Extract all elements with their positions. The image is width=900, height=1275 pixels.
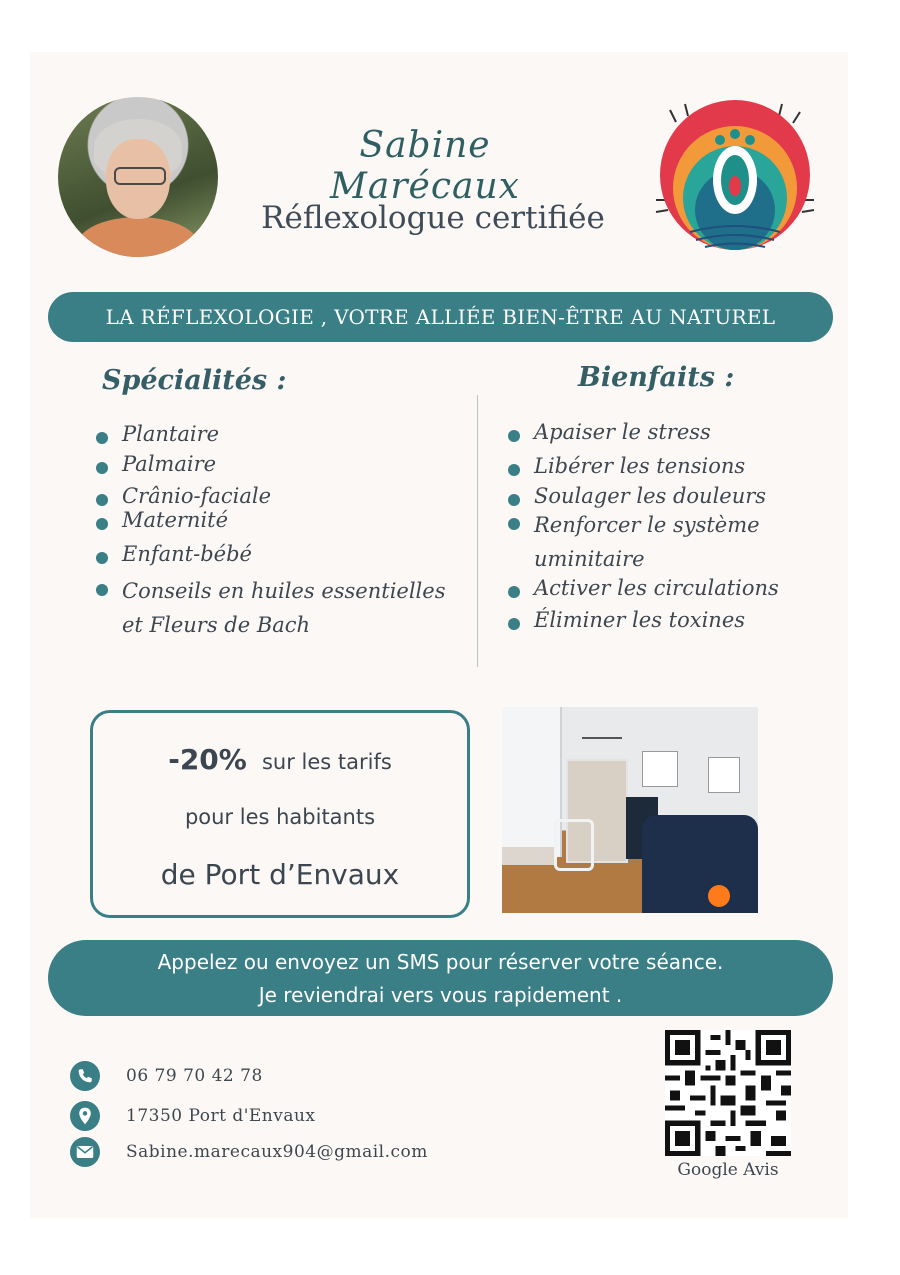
contact-address [70,1100,490,1132]
email-address: Sabine.marecaux904@gmail.com [126,1142,428,1162]
promo-line-2: pour les habitants [184,805,376,829]
cta-line-1: Appelez ou envoyez un SMS pour réserver votre séance. [157,950,724,974]
list-item: Maternité [96,508,466,532]
google-reviews-qr-code[interactable] [665,1030,791,1156]
promo-line-3: de Port d’Envaux [160,858,400,891]
discount-value: -20% [168,743,247,776]
practitioner-title: Réflexologue certifiée [261,200,605,236]
discount-box [90,710,470,918]
list-item: Renforcer le système uminitaire [508,508,808,576]
practice-room-photo [502,707,758,913]
list-item: Apaiser le stress [508,420,808,444]
list-item: Enfant-bébé [96,542,466,566]
list-item: Activer les circulations [508,576,808,600]
list-item: Palmaire [96,452,466,476]
address-text: 17350 Port d'Envaux [126,1106,316,1126]
cta-line-2: Je reviendrai vers vous rapidement . [258,983,623,1007]
qr-label: Google Avis [677,1160,779,1180]
list-item: Éliminer les toxines [508,608,808,632]
contact-email[interactable] [70,1136,490,1168]
list-item: Plantaire [96,422,466,446]
discount-text: sur les tarifs [261,750,392,774]
phone-number: 06 79 70 42 78 [126,1066,263,1086]
bienfaits-heading: Bienfaits : [578,362,735,393]
specialites-list [96,422,466,642]
practitioner-name: Sabine Marécaux [330,125,520,207]
list-item: Conseils en huiles essentielles et Fleurs de Bach [96,574,466,642]
mail-icon [70,1137,100,1167]
portrait-photo [58,97,218,257]
contact-phone[interactable] [70,1060,490,1092]
bienfaits-list [508,420,808,632]
phone-icon [70,1061,100,1091]
list-item: Libérer les tensions [508,454,808,478]
promo-line-1 [93,743,467,776]
list-item: Soulager les douleurs [508,484,808,508]
list-item: Crânio-faciale [96,484,466,508]
booking-banner [48,940,833,1016]
column-divider [477,395,478,667]
reflexology-logo [650,100,820,260]
specialites-heading: Spécialités : [102,365,287,396]
tagline-banner: LA RÉFLEXOLOGIE , VOTRE ALLIÉE BIEN-ÊTRE AU NATUREL [48,292,833,342]
location-pin-icon [70,1101,100,1131]
